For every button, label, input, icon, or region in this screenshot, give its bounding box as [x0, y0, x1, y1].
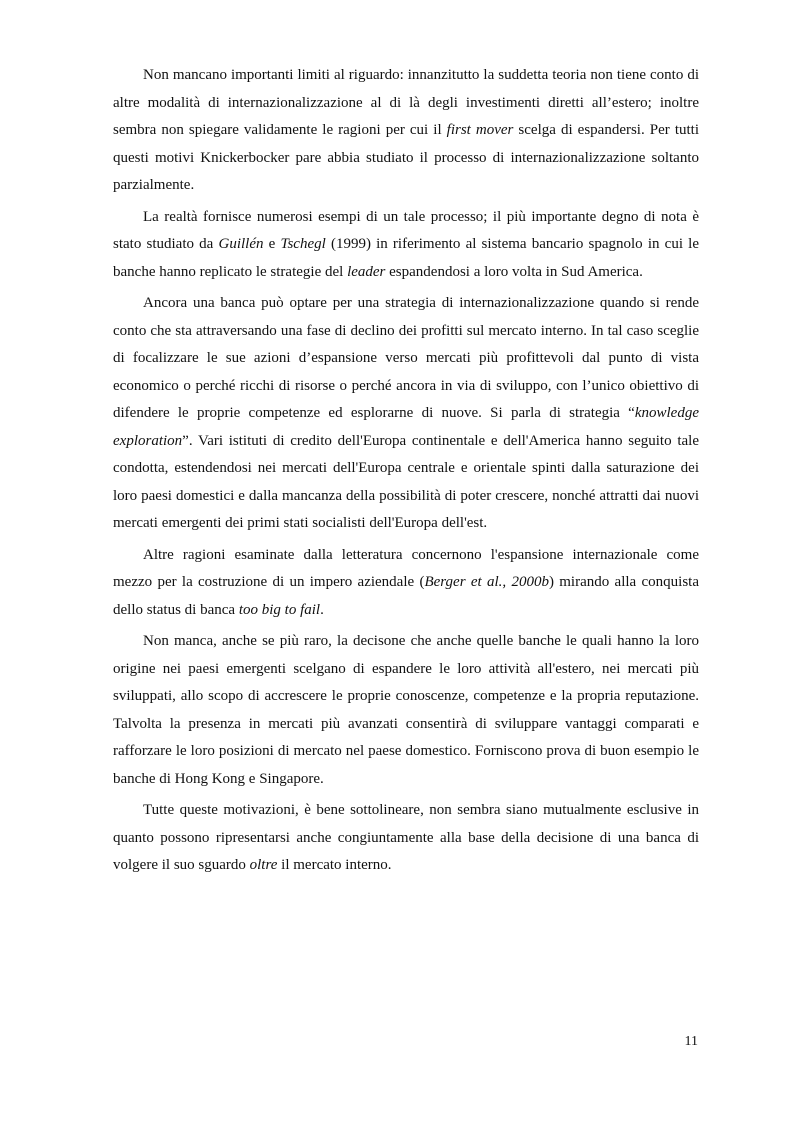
paragraph-2	[113, 204, 699, 287]
paragraph-2-text-2: e	[263, 236, 281, 252]
paragraph-5	[113, 628, 699, 793]
paragraph-3-text-1: Ancora una banca può optare per una strategia di internazionalizzazione quando si rende conto che sta attraversando una fase di declino dei profitti sul mercato interno. In tal caso sceglie di focalizzare le sue azioni d’espansione verso mercati più profittevoli dal punto di vista economico o perché ricchi di risorse o perché ancora in via di sviluppo, con l’unico obiettivo di difendere le proprie competenze ed esplorarne di nuove. Si parla di strategia “	[113, 295, 699, 421]
paragraph-3-italic-knowledge-exploration: knowledge exploration	[113, 405, 699, 449]
page-number: 11	[684, 1034, 698, 1049]
paragraph-4-italic-too-big-to-fail: too big to fail	[238, 601, 321, 618]
paragraph-3-text-2: ”. Vari istituti di credito dell'Europa continentale e dell'America hanno seguito tale condotta, estendendosi nei mercati dell'Europa centrale e orientale spinti dalla saturazione dei loro paesi domestici e dalla mancanza della possibilità di poter crescere, nonché attratti dai nuovi mercati emergenti dei primi stati socialisti dell'Europa dell'est.	[113, 432, 699, 531]
paragraph-6-text-2: il mercato interno.	[277, 857, 392, 873]
paragraph-6-italic-oltre: oltre	[249, 857, 278, 873]
paragraph-6	[113, 797, 699, 880]
paragraph-2-italic-tschegl: Tschegl	[280, 236, 326, 252]
paragraph-4-text-1: Altre ragioni esaminate dalla letteratura concernono l'espansione internazionale come mezzo per la costruzione di un impero aziendale (	[113, 546, 699, 590]
paragraph-6-text-1: Tutte queste motivazioni, è bene sottolineare, non sembra siano mutualmente esclusive in quanto possono ripresentarsi anche congiuntamente alla base della decisione di una banca di volgere il suo sguardo	[113, 802, 699, 873]
paragraph-4-text-2: ) mirando alla conquista dello status di banca	[113, 574, 699, 618]
paragraph-1-italic-first-mover: first mover	[446, 122, 514, 138]
paragraph-5-text-1: Non manca, anche se più raro, la decisone che anche quelle banche le quali hanno la loro origine nei paesi emergenti scelgano di espandere le loro attività all'estero, nei mercati più sviluppati, allo scopo di accrescere le proprie conoscenze, competenze e la propria reputazione. Talvolta la presenza in mercati più avanzati consentirà di sviluppare vantaggi comparati e rafforzare le loro posizioni di mercato nel paese domestico. Forniscono prova di buon esempio le banche di Hong Kong e Singapore.	[113, 633, 699, 787]
paragraph-2-italic-guillen: Guillén	[218, 236, 264, 252]
paragraph-2-italic-leader: leader	[347, 263, 386, 280]
paragraph-4	[113, 542, 699, 625]
paragraph-2-text-3: (1999) in riferimento al sistema bancario spagnolo in cui le banche hanno replicato le strategie del	[113, 236, 699, 280]
document-body	[113, 62, 699, 884]
paragraph-1	[113, 62, 699, 200]
paragraph-1-text-1: Non mancano importanti limiti al riguardo: innanzitutto la suddetta teoria non tiene conto di altre modalità di internazionalizzazione al di là degli investimenti diretti all’estero; inoltre sembra non spiegare validamente le ragioni per cui il	[113, 67, 699, 138]
paragraph-1-text-2: scelga di espandersi. Per tutti questi motivi Knickerbocker pare abbia studiato il processo di internazionalizzazione soltanto parzialmente.	[113, 122, 699, 193]
paragraph-4-text-3: .	[320, 601, 324, 618]
paragraph-3	[113, 290, 699, 538]
paragraph-4-italic-citation: Berger et al., 2000b	[424, 574, 549, 590]
paragraph-2-text-4: espandendosi a loro volta in Sud America.	[385, 263, 643, 280]
paragraph-2-text-1: La realtà fornisce numerosi esempi di un tale processo; il più importante degno di nota è stato studiato da	[113, 208, 699, 252]
